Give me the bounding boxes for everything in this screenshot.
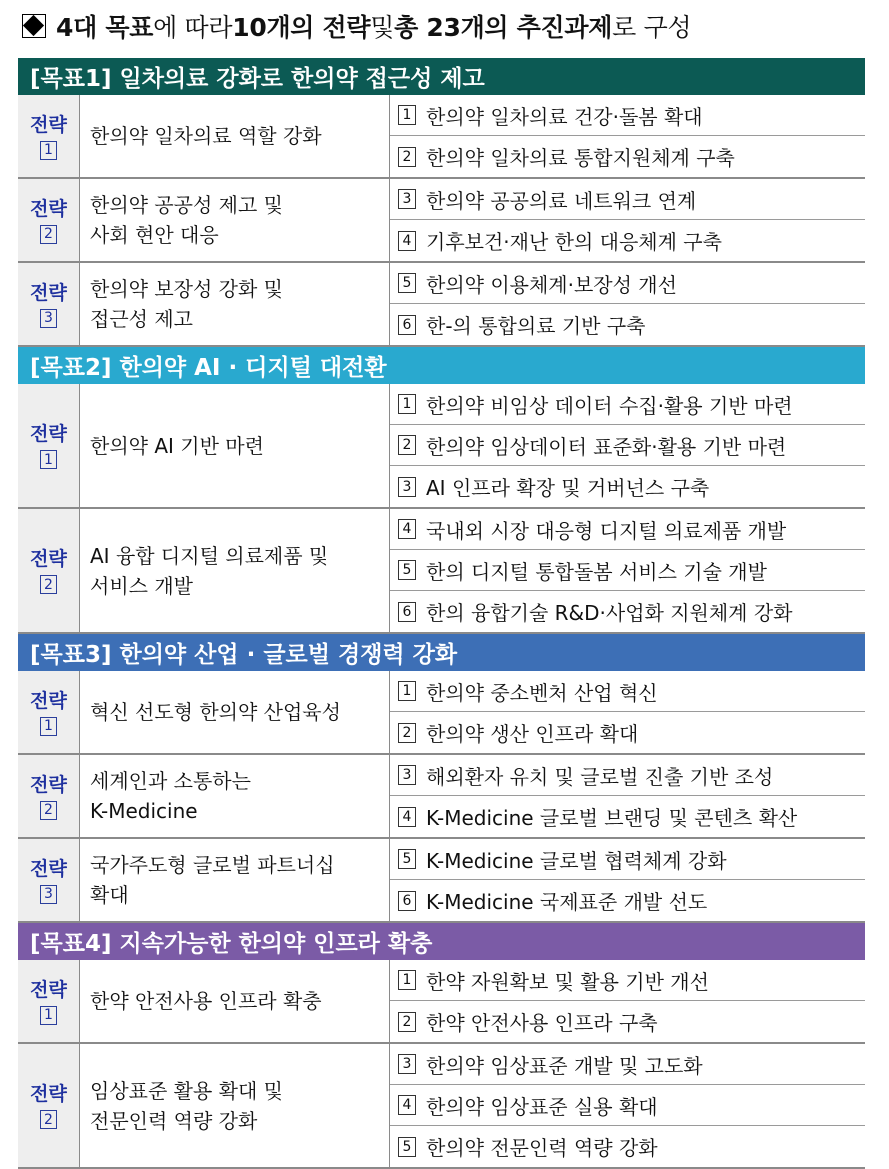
strategy-name-cell — [80, 755, 390, 837]
task-text: K-Medicine 글로벌 브랜딩 및 콘텐츠 확산 — [426, 806, 798, 830]
task-item — [390, 1085, 865, 1126]
strategy-name: 임상표준 활용 확대 및 전문인력 역량 강화 — [90, 1078, 283, 1133]
strategy-row — [18, 95, 865, 179]
task-text: AI 인프라 확장 및 거버넌스 구축 — [426, 476, 710, 500]
strategy-cell — [18, 179, 80, 261]
strategy-name-cell — [80, 671, 390, 753]
strategy-row — [18, 839, 865, 923]
task-item — [390, 136, 865, 177]
task-text: 한의약 공공의료 네트워크 연계 — [426, 188, 697, 213]
task-number-box: 2 — [398, 147, 416, 167]
task-item — [390, 960, 865, 1001]
task-number-box: 3 — [398, 189, 416, 209]
task-number-box: 2 — [398, 435, 416, 455]
strategy-row — [18, 1044, 865, 1169]
strategy-cell — [18, 960, 80, 1042]
task-number-box: 2 — [398, 1012, 416, 1032]
task-number-box: 3 — [398, 765, 416, 785]
heading-part: 로 구성 — [612, 13, 692, 42]
task-item — [390, 712, 865, 753]
task-text: 한의 디지털 통합돌봄 서비스 기술 개발 — [426, 559, 767, 584]
task-number-box: 6 — [398, 891, 416, 911]
task-number-box: 4 — [398, 1095, 416, 1115]
task-item — [390, 95, 865, 136]
strategy-row — [18, 179, 865, 263]
strategy-label: 전략 — [30, 1083, 67, 1105]
task-text: K-Medicine 글로벌 협력체계 강화 — [426, 848, 727, 873]
task-item — [390, 304, 865, 345]
task-item — [390, 755, 865, 796]
task-text: 한의약 이용체계·보장성 개선 — [426, 272, 677, 297]
strategy-number-box: 3 — [40, 309, 57, 328]
strategy-row — [18, 263, 865, 347]
strategy-label: 전략 — [30, 423, 67, 445]
strategy-row — [18, 509, 865, 634]
task-list — [390, 1044, 865, 1167]
task-item — [390, 384, 865, 425]
strategy-number-box: 2 — [40, 1110, 57, 1129]
strategy-name-cell — [80, 95, 390, 177]
strategy-name-cell — [80, 1044, 390, 1167]
strategy-label: 전략 — [30, 197, 67, 220]
strategy-number-box: 1 — [40, 141, 57, 160]
task-text: 한의약 일차의료 통합지원체계 구축 — [426, 146, 735, 170]
strategy-name-cell — [80, 179, 390, 261]
strategy-label: 전략 — [30, 113, 67, 136]
strategy-name: 혁신 선도형 한의약 산업육성 — [90, 700, 341, 724]
strategy-cell — [18, 95, 80, 177]
task-item — [390, 880, 865, 921]
strategy-cell — [18, 1044, 80, 1167]
task-number-box: 5 — [398, 273, 416, 293]
task-list — [390, 263, 865, 345]
task-number-box: 4 — [398, 519, 416, 539]
task-number-box: 4 — [398, 807, 416, 827]
strategy-name-cell — [80, 960, 390, 1042]
strategy-cell — [18, 263, 80, 345]
strategy-number-box: 1 — [40, 717, 57, 736]
strategy-label: 전략 — [30, 978, 67, 1001]
document-heading — [22, 6, 691, 46]
diamond-bullet-icon — [22, 14, 46, 38]
strategy-cell — [18, 839, 80, 921]
strategy-row — [18, 960, 865, 1044]
task-list — [390, 509, 865, 632]
strategy-name-cell — [80, 263, 390, 345]
task-text: K-Medicine 국제표준 개발 선도 — [426, 890, 708, 914]
task-text: 한의약 일차의료 건강·돌봄 확대 — [426, 104, 703, 129]
strategy-row — [18, 384, 865, 509]
task-item — [390, 796, 865, 837]
task-item — [390, 550, 865, 591]
task-number-box: 1 — [398, 970, 416, 990]
task-number-box: 1 — [398, 105, 416, 125]
task-item — [390, 263, 865, 304]
task-list — [390, 755, 865, 837]
task-number-box: 3 — [398, 1054, 416, 1074]
task-item — [390, 1126, 865, 1167]
goal-header: [목표2] 한의약 AI · 디지털 대전환 — [18, 347, 865, 384]
task-number-box: 6 — [398, 315, 416, 335]
heading-part: 10개의 전략 — [232, 13, 371, 42]
task-list — [390, 179, 865, 261]
task-text: 국내외 시장 대응형 디지털 의료제품 개발 — [426, 518, 787, 543]
strategy-label: 전략 — [30, 773, 67, 796]
task-number-box: 1 — [398, 681, 416, 701]
task-text: 기후보건·재난 한의 대응체계 구축 — [426, 230, 722, 254]
task-text: 한의약 임상표준 실용 확대 — [426, 1094, 658, 1119]
task-number-box: 5 — [398, 560, 416, 580]
strategy-number-box: 1 — [40, 1006, 57, 1025]
strategy-name: 한의약 일차의료 역할 강화 — [90, 124, 322, 148]
task-number-box: 5 — [398, 849, 416, 869]
task-text: 한의약 임상표준 개발 및 고도화 — [426, 1053, 703, 1078]
task-item — [390, 425, 865, 466]
strategy-name: 한약 안전사용 인프라 확충 — [90, 989, 322, 1013]
strategy-cell — [18, 671, 80, 753]
task-text: 한약 자원확보 및 활용 기반 개선 — [426, 969, 709, 994]
strategy-number-box: 2 — [40, 801, 57, 820]
task-list — [390, 671, 865, 753]
strategy-name-cell — [80, 509, 390, 632]
heading-part: 및 — [370, 13, 395, 42]
task-item — [390, 466, 865, 507]
strategy-number-box: 2 — [40, 575, 57, 594]
heading-part: 에 따라 — [153, 13, 233, 42]
task-text: 한의약 중소벤처 산업 혁신 — [426, 680, 658, 705]
task-number-box: 1 — [398, 394, 416, 414]
task-number-box: 6 — [398, 602, 416, 622]
task-item — [390, 509, 865, 550]
strategy-cell — [18, 384, 80, 507]
strategy-name: AI 융합 디지털 의료제품 및 서비스 개발 — [90, 543, 329, 598]
task-text: 한-의 통합의료 기반 구축 — [426, 314, 646, 338]
task-item — [390, 220, 865, 261]
strategy-number-box: 2 — [40, 225, 57, 244]
task-item — [390, 591, 865, 632]
strategy-table — [18, 58, 865, 1169]
goal-header: [목표3] 한의약 산업 · 글로벌 경쟁력 강화 — [18, 634, 865, 671]
task-number-box: 4 — [398, 231, 416, 251]
task-text: 한의약 전문인력 역량 강화 — [426, 1136, 658, 1160]
strategy-cell — [18, 755, 80, 837]
strategy-cell — [18, 509, 80, 632]
task-text: 한의약 생산 인프라 확대 — [426, 722, 639, 746]
strategy-name: 한의약 보장성 강화 및 접근성 제고 — [90, 277, 283, 331]
task-item — [390, 839, 865, 880]
task-item — [390, 1044, 865, 1085]
strategy-name: 한의약 공공성 제고 및 사회 현안 대응 — [90, 193, 283, 247]
task-list — [390, 960, 865, 1042]
heading-part: 4대 목표 — [56, 13, 154, 42]
strategy-row — [18, 671, 865, 755]
strategy-name: 세계인과 소통하는 K-Medicine — [90, 769, 251, 823]
task-number-box: 5 — [398, 1137, 416, 1157]
strategy-name: 국가주도형 글로벌 파트너십 확대 — [90, 853, 335, 907]
heading-part: 총 23개의 추진과제 — [394, 13, 613, 42]
task-text: 한의 융합기술 R&D·사업화 지원체계 강화 — [426, 601, 793, 625]
strategy-label: 전략 — [30, 689, 67, 712]
goal-header: [목표4] 지속가능한 한의약 인프라 확충 — [18, 923, 865, 960]
strategy-number-box: 3 — [40, 885, 57, 904]
task-list — [390, 839, 865, 921]
goal-header: [목표1] 일차의료 강화로 한의약 접근성 제고 — [18, 58, 865, 95]
strategy-number-box: 1 — [40, 450, 57, 469]
task-list — [390, 95, 865, 177]
task-text: 한의약 임상데이터 표준화·활용 기반 마련 — [426, 434, 787, 459]
task-number-box: 3 — [398, 477, 416, 497]
strategy-label: 전략 — [30, 548, 67, 570]
strategy-name-cell — [80, 384, 390, 507]
task-item — [390, 179, 865, 220]
task-item — [390, 671, 865, 712]
task-text: 해외환자 유치 및 글로벌 진출 기반 조성 — [426, 764, 774, 789]
task-list — [390, 384, 865, 507]
task-text: 한약 안전사용 인프라 구축 — [426, 1011, 658, 1035]
task-text: 한의약 비임상 데이터 수집·활용 기반 마련 — [426, 393, 793, 418]
strategy-label: 전략 — [30, 857, 67, 880]
task-item — [390, 1001, 865, 1042]
strategy-label: 전략 — [30, 281, 67, 304]
strategy-name: 한의약 AI 기반 마련 — [90, 433, 264, 458]
task-number-box: 2 — [398, 723, 416, 743]
strategy-row — [18, 755, 865, 839]
strategy-name-cell — [80, 839, 390, 921]
